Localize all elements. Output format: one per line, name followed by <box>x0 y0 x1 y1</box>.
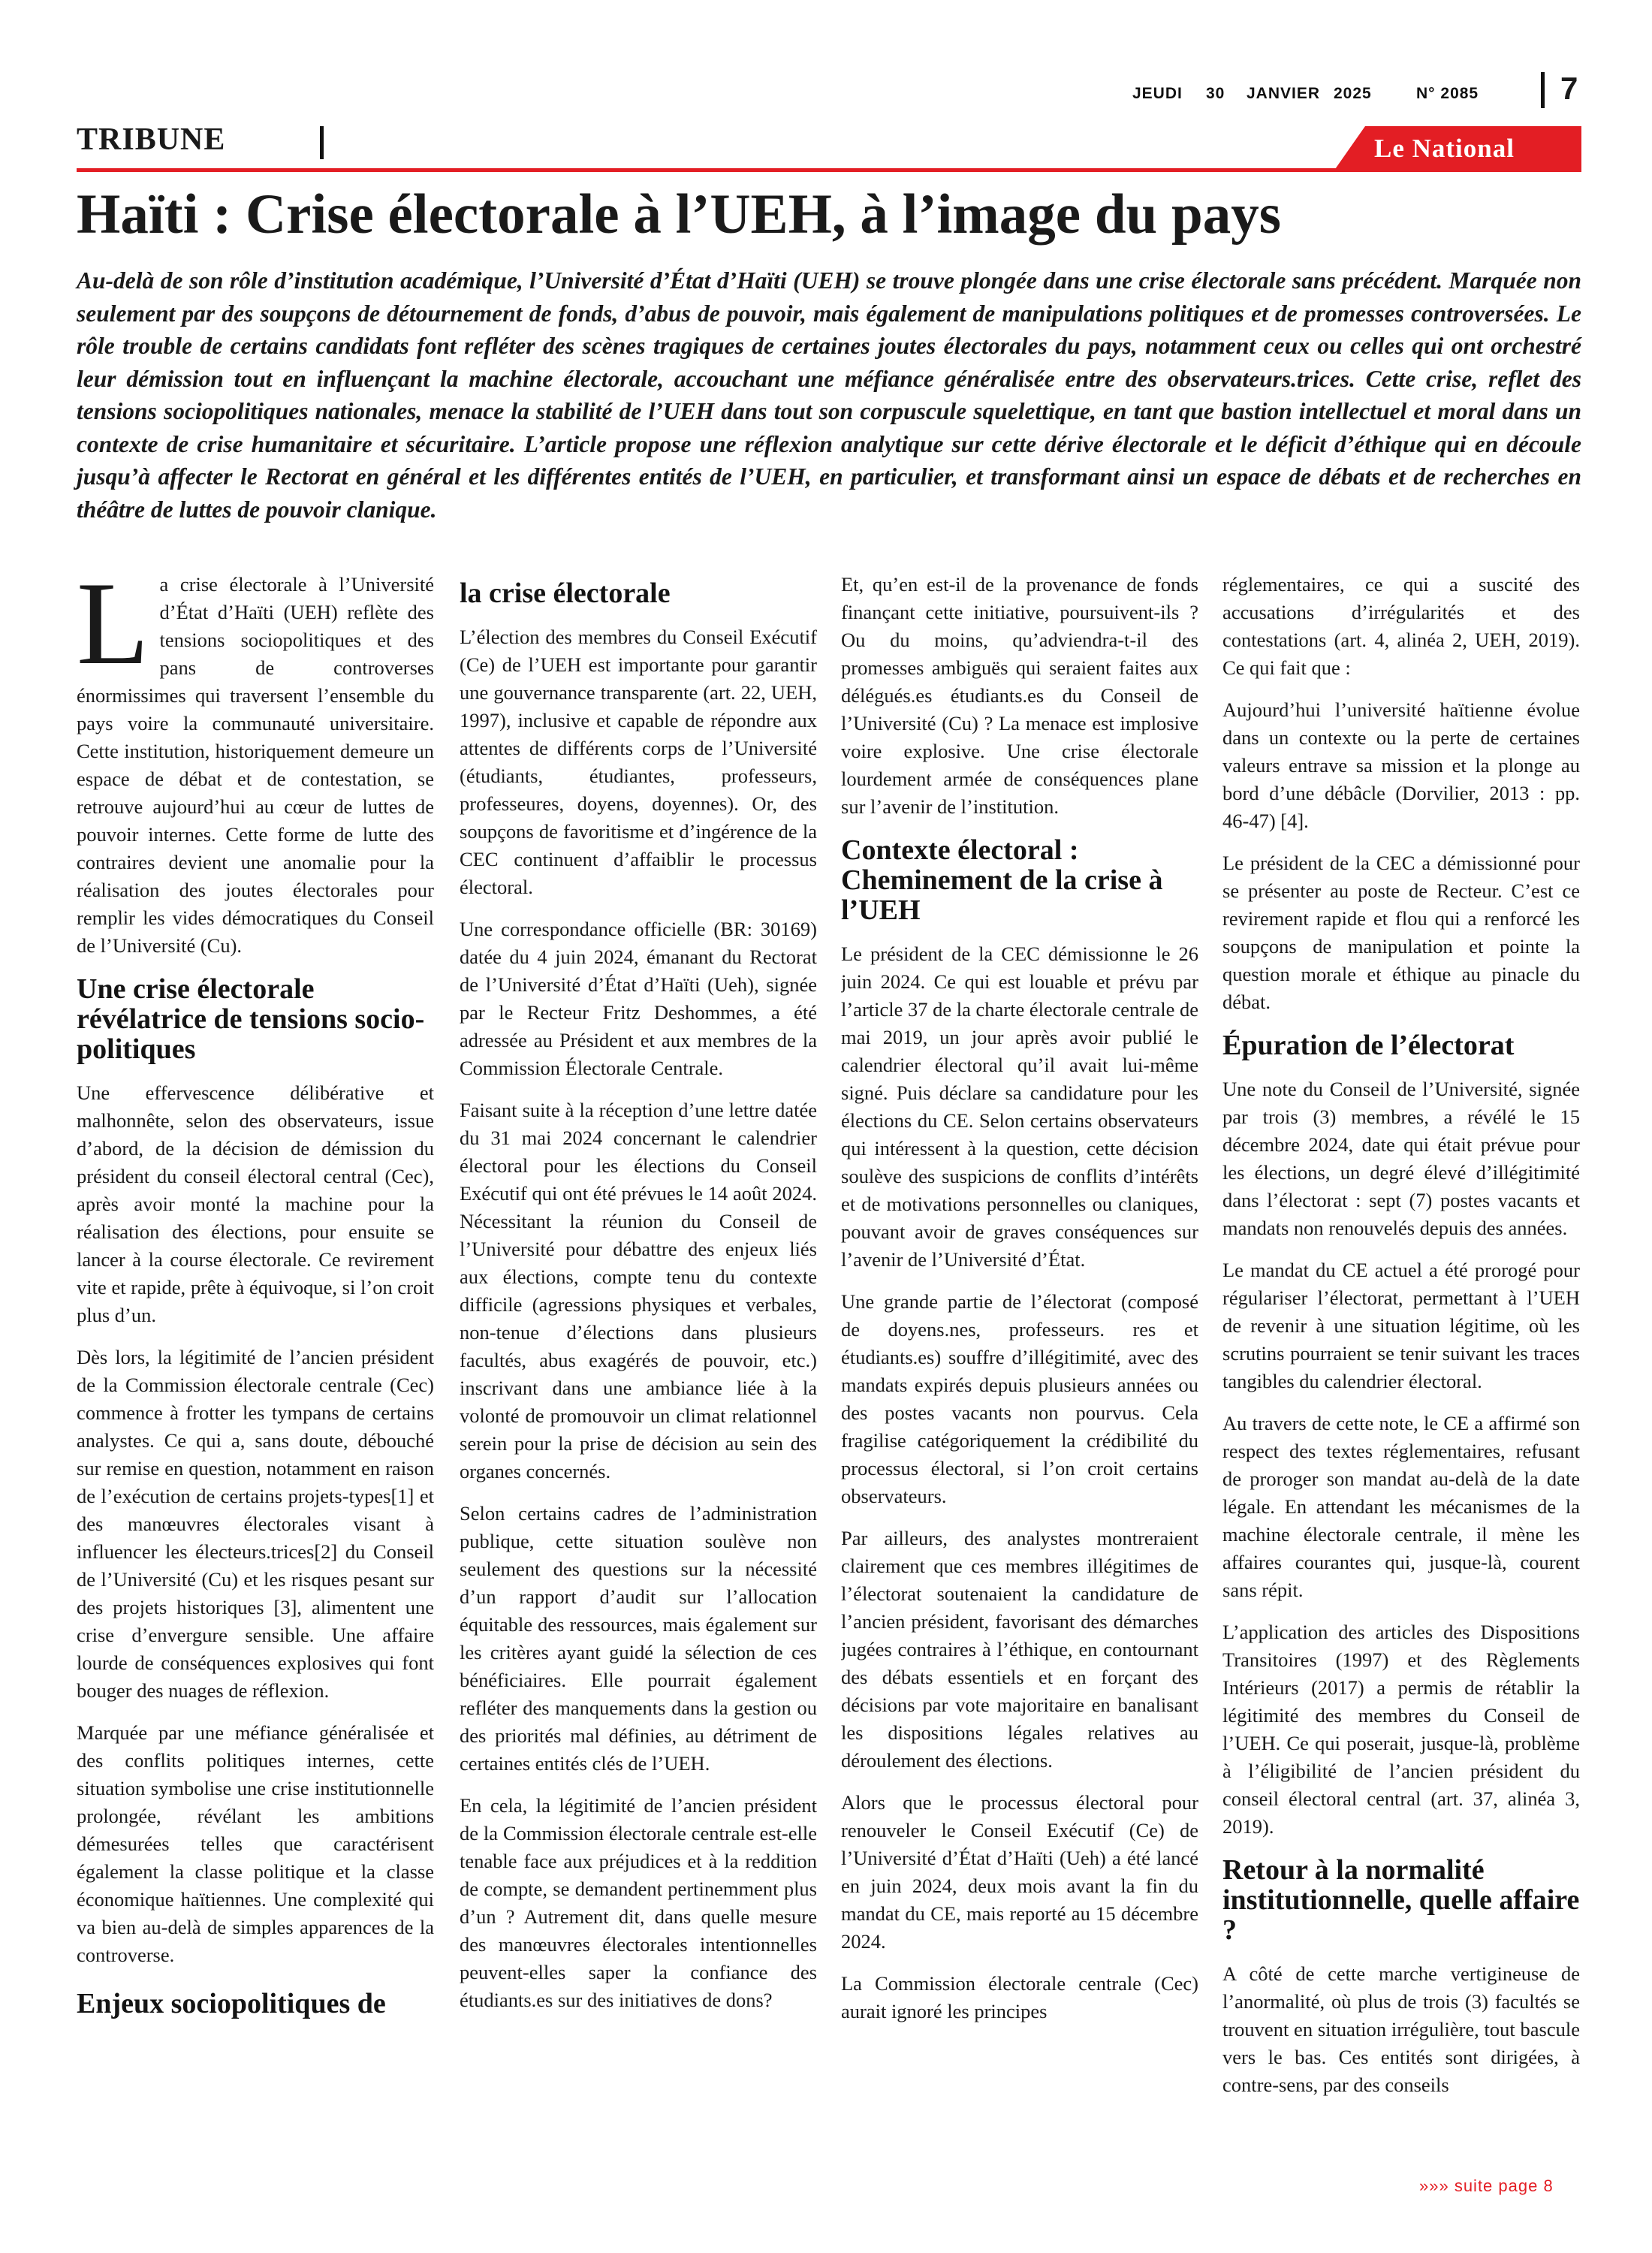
section-label: TRIBUNE <box>77 122 226 157</box>
paragraph: A côté de cette marche vertigineuse de l’anormalité, où plus de trois (3) facultés se trouvent en situation irrégulière, tout bascule vers le bas. Ces entités sont dirigées, à contre-sens, par des conseils <box>1222 1962 1580 2096</box>
date-day: JEUDI <box>1132 85 1183 102</box>
page-number-divider <box>1541 72 1545 108</box>
brand-name: Le National <box>1374 134 1515 163</box>
paragraph: Une correspondance officielle (BR: 30169) datée du 4 juin 2024, émanant du Rectorat de l’Université d’État d’Haïti (Ueh), signée par le Recteur Fritz Deshommes, a été adressée au Président et aux membres de la Commission Électorale Centrale. <box>460 918 817 1079</box>
paragraph: Une note du Conseil de l’Université, signée par trois (3) membres, a révélé le 15 décembre 2024, date qui était prévue pour les élections, un degré élevé d’illégitimité dans l’électorat : sept (7) postes vacants et mandats non renouvelés depuis des années. <box>1222 1078 1580 1239</box>
drop-cap: L <box>77 571 149 689</box>
date-month: JANVIER <box>1247 85 1321 102</box>
paragraph-text: a crise électorale à l’Université d’État d’Haïti (UEH) reflète des tensions sociopolitiques et des pans de controverses énormissimes qui traversent l’ensemble du pays voire la communauté universitaire. Cette institution, historiquement demeure un espace de débat et de contestation, se retrouve aujourd’hui au cœur de luttes de pouvoir internes. Cette forme de lutte des contraires devient une anomalie pour la réalisation des joutes électorales pour remplir les vides démocratiques du Conseil de l’Université (Cu). <box>77 573 434 957</box>
paragraph: Par ailleurs, des analystes montreraient clairement que ces membres illégitimes de l’électorat soutenaient la candidature de l’ancien président, favorisant des démarches jugées contraires à l’éthique, en contournant des débats essentiels et en forçant des décisions par vote majoritaire en banalisant les dispositions légales relatives au déroulement des élections. <box>841 1527 1198 1772</box>
paragraph <box>77 571 434 960</box>
paragraph: Le président de la CEC a démissionné pour se présenter au poste de Recteur. C’est ce revirement rapide et flou qui a renforcé les soupçons de manipulation et pointe la question morale et éthique au pinacle du débat. <box>1222 852 1580 1013</box>
subheading: Enjeux sociopolitiques de <box>77 1988 386 2019</box>
paragraph: Marquée par une méfiance généralisée et des conflits politiques internes, cette situation symbolise une crise institutionnelle prolongée, révélant les ambitions démesurées telles que caractérisent également la classe politique et la classe économique haïtiennes. Une complexité qui va bien au-delà de simples apparences de la controverse. <box>77 1721 434 1966</box>
header-rule <box>77 168 1581 172</box>
column-4 <box>1222 571 1580 2170</box>
paragraph: réglementaires, ce qui a suscité des accusations d’irrégularités et des contestations (art. 4, alinéa 2, UEH, 2019). Ce qui fait que : <box>1222 573 1580 679</box>
page-number: 7 <box>1560 71 1578 106</box>
paragraph: Une effervescence délibérative et malhonnête, selon des observateurs, issue d’abord, de la décision de démission du président du conseil électoral central (Cec), après avoir monté la machine pour la réalisation des élections, pour ensuite se lancer à la course électorale. Ce revirement vite et rapide, prête à équivoque, si l’on croit plus d’un. <box>77 1081 434 1326</box>
article-headline: Haïti : Crise électorale à l’UEH, à l’image du pays <box>77 183 1281 246</box>
date-number: 30 <box>1206 85 1225 102</box>
subheading: Contexte électoral : Cheminement de la crise à l’UEH <box>841 834 1163 926</box>
paragraph: Aujourd’hui l’université haïtienne évolue dans un contexte ou la perte de certaines valeurs entrave sa mission et la plonge au bord d’une débâcle (Dorvilier, 2013 : pp. 46-47) [4]. <box>1222 698 1580 832</box>
column-3 <box>841 571 1198 2170</box>
column-2 <box>460 571 817 2170</box>
paragraph: Une grande partie de l’électorat (composé de doyens.nes, professeurs. res et étudiants.es) souffre d’illégitimité, avec des mandats expirés depuis plusieurs années ou des postes vacants non pourvus. Cela fragilise catégoriquement la crédibilité du processus électoral, si l’on croit certains observateurs. <box>841 1290 1198 1507</box>
subheading: Épuration de l’électorat <box>1222 1030 1515 1061</box>
paragraph: Alors que le processus électoral pour renouveler le Conseil Exécutif (Ce) de l’Université d’État d’Haïti (Ueh) a été lancé en juin 2024, deux mois avant la fin du mandat du CE, mais reporté au 15 décembre 2024. <box>841 1791 1198 1953</box>
paragraph: L’élection des membres du Conseil Exécutif (Ce) de l’UEH est importante pour garantir une gouvernance transparente (art. 22, UEH, 1997), inclusive et capable de répondre aux attentes de différents corps de l’Université (étudiants, étudiantes, professeurs, professeures, doyens, doyennes). Or, des soupçons de favoritisme et d’ingérence de la CEC continuent d’affaiblir le processus électoral. <box>460 626 817 898</box>
paragraph: Au travers de cette note, le CE a affirmé son respect des textes réglementaires, refusant de proroger son mandat au-delà de la date légale. En attendant les mécanismes de la machine électorale centrale, il mène les affaires courantes qui, jusque-là, courent sans répit. <box>1222 1412 1580 1601</box>
issue-number: N° 2085 <box>1416 85 1479 102</box>
paragraph: Faisant suite à la réception d’une lettre datée du 31 mai 2024 concernant le calendrier électoral pour les élections du Conseil Exécutif qui ont été prévues le 14 août 2024. Nécessitant la réunion du Conseil de l’Université pour débattre des enjeux liés aux élections, compte tenu du contexte difficile (agressions physiques et verbales, non-tenue d’élections dans plusieurs facultés, abus exagérés de pouvoir, etc.) inscrivant dans une ambiance liée à la volonté de promouvoir un climat relationnel serein pour la prise de décision au sein des organes concernés. <box>460 1099 817 1482</box>
subheading: Retour à la normalité institutionnelle, quelle affaire ? <box>1222 1854 1580 1946</box>
article-lead: Au-delà de son rôle d’institution académique, l’Université d’État d’Haïti (UEH) se trouve plongée dans une crise électorale sans précédent. Marquée non seulement par des soupçons de détournement de fonds, d’abus de pouvoir, mais également de manipulations politiques et de promesses controversées. Le rôle trouble de certains candidats font refléter des scènes tragiques de certaines joutes électorales du pays, notamment ceux ou celles qui ont orchestré leur démission tout en influençant la machine électorale, accouchant une méfiance généralisée entre des observateurs.trices. Cette crise, reflet des tensions sociopolitiques nationales, menace la stabilité de l’UEH dans tout son corpuscule squelettique, en tant que bastion intellectuel et moral dans un contexte de crise humanitaire et sécuritaire. L’article propose une réflexion analytique sur cette dérive électorale et le déficit d’éthique qui en découle jusqu’à affecter le Rectorat en général et les différentes entités de l’UEH, en particulier, et transformant ainsi un espace de débats et de recherches en théâtre de luttes de pouvoir clanique. <box>77 267 1581 523</box>
paragraph: Le président de la CEC démissionne le 26 juin 2024. Ce qui est louable et prévu par l’article 37 de la charte électorale centrale de mai 2019, un jour après avoir publié le calendrier électoral qu’il avait lui-même signé. Puis déclare sa candidature pour les élections du CE. Selon certains observateurs qui intéressent à la question, cette décision soulève des suspicions de conflits d’intérêts et de motivations personnelles ou claniques, pouvant avoir de graves conséquences sur l’avenir de l’Université d’État. <box>841 943 1198 1271</box>
paragraph: Et, qu’en est-il de la provenance de fonds finançant cette initiative, poursuivent-ils ? Ou du moins, qu’adviendra-t-il des promesses ambiguës qui seraient faites aux délégués.es étudiants.es du Conseil de l’Université (Cu) ? La menace est implosive voire explosive. Une crise électorale lourdement armée de conséquences plane sur l’avenir de l’institution. <box>841 573 1198 818</box>
subheading: Une crise électorale révélatrice de tensions socio-politiques <box>77 973 425 1065</box>
continued-link[interactable]: »»» suite page 8 <box>1419 2176 1554 2195</box>
subheading: la crise électorale <box>460 578 671 609</box>
paragraph: Le mandat du CE actuel a été prorogé pour régulariser l’électorat, permettant à l’UEH de revenir à une situation légitime, où les scrutins pourraient se tenir suivant les traces tangibles du calendrier électoral. <box>1222 1259 1580 1392</box>
paragraph: L’application des articles des Dispositions Transitoires (1997) et des Règlements Intérieurs (2017) a permis de rétablir la légitimité des membres du Conseil de l’UEH. Ce qui poserait, jusque-là, problème à l’éligibilité de l’ancien président du conseil électoral central (art. 37, alinéa 3, 2019). <box>1222 1621 1580 1838</box>
paragraph: La Commission électorale centrale (Cec) aurait ignoré les principes <box>841 1972 1198 2022</box>
paragraph: Dès lors, la légitimité de l’ancien président de la Commission électorale centrale (Cec) commence à frotter les tympans de certains analystes. Ce qui a, sans doute, débouché sur remise en question, notamment en raison de l’exécution de certains projets-types[1] et des manœuvres électorales visant à influencer les électeurs.trices[2] du Conseil de l’Université (Cu) et les risques pesant sur des projets historiques [3], alimentent une crise d’envergure sensible. Une affaire lourde de conséquences explosives qui font bouger des nuages de réflexion. <box>77 1346 434 1702</box>
column-1 <box>77 571 434 2170</box>
paragraph: En cela, la légitimité de l’ancien président de la Commission électorale centrale est-elle tenable face aux préjudices et à la reddition de compte, se demandent pertinemment plus d’un ? Autrement dit, dans quelle mesure des manœuvres électorales intentionnelles peuvent-elles saper la confiance des étudiants.es sur des initiatives de dons? <box>460 1794 817 2011</box>
section-divider <box>320 126 324 159</box>
paragraph: Selon certains cadres de l’administration publique, cette situation soulève non seulement des questions sur la nécessité d’un rapport d’audit sur l’allocation équitable des ressources, mais également sur les critères ayant guidé la sélection de ces bénéficiaires. Elle pourrait également refléter des manquements dans la gestion ou des priorités mal définies, au détriment de certaines entités clés de l’UEH. <box>460 1502 817 1775</box>
date-year: 2025 <box>1334 85 1372 102</box>
